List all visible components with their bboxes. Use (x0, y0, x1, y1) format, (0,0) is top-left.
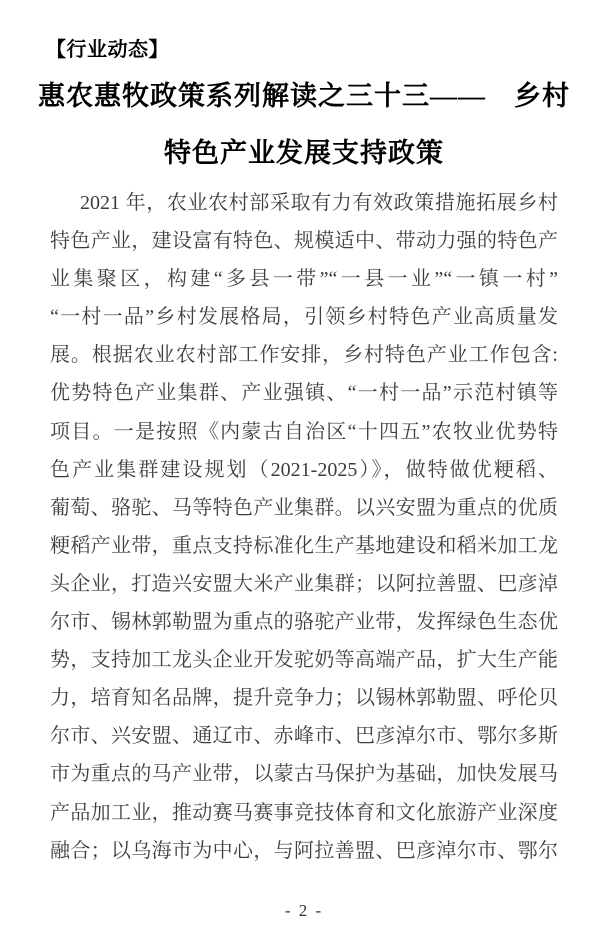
body-line: 业集聚区，构建“多县一带”“一县一业”“一镇一村” (50, 268, 558, 291)
body-line: 尔市、兴安盟、通辽市、赤峰市、巴彦淖尔市、鄂尔多斯 (50, 725, 558, 748)
body-paragraph (50, 184, 558, 870)
body-line: 头企业，打造兴安盟大米产业集群；以阿拉善盟、巴彦淖 (50, 572, 558, 595)
document-title-line-2: 特色产业发展支持政策 (164, 138, 444, 168)
page-number: - 2 - (284, 901, 324, 920)
body-line: 尔市、锡林郭勒盟为重点的骆驼产业带，发挥绿色生态优 (50, 611, 558, 634)
body-line: 色产业集群建设规划（2021-2025）》，做特做优粳稻、 (50, 458, 558, 481)
body-line: 2021 年，农业农村部采取有力有效政策措施拓展乡村 (80, 192, 558, 214)
body-line: 优势特色产业集群、产业强镇、“一村一品”示范村镇等 (50, 382, 558, 405)
body-line: 展。根据农业农村部工作安排，乡村特色产业工作包含: (50, 344, 558, 367)
document-title-line-1: 惠农惠牧政策系列解读之三十三—— 乡村 (38, 81, 570, 111)
body-line: “一村一品”乡村发展格局，引领乡村特色产业高质量发 (50, 306, 558, 329)
body-line: 产品加工业，推动赛马赛事竞技体育和文化旅游产业深度 (50, 801, 558, 824)
body-line: 粳稻产业带，重点支持标准化生产基地建设和稻米加工龙 (50, 534, 558, 557)
body-line: 市为重点的马产业带，以蒙古马保护为基础，加快发展马 (50, 763, 558, 786)
body-line: 特色产业，建设富有特色、规模适中、带动力强的特色产 (50, 230, 558, 253)
body-line: 葡萄、骆驼、马等特色产业集群。以兴安盟为重点的优质 (50, 496, 558, 519)
body-line: 融合；以乌海市为中心，与阿拉善盟、巴彦淖尔市、鄂尔 (50, 839, 558, 862)
body-line: 项目。一是按照《内蒙古自治区“十四五”农牧业优势特 (50, 420, 558, 443)
section-tag: 【行业动态】 (46, 39, 169, 61)
document-title (38, 68, 570, 182)
body-line: 力，培育知名品牌，提升竞争力；以锡林郭勒盟、呼伦贝 (50, 687, 558, 710)
body-line: 势，支持加工龙头企业开发驼奶等高端产品，扩大生产能 (50, 649, 558, 672)
